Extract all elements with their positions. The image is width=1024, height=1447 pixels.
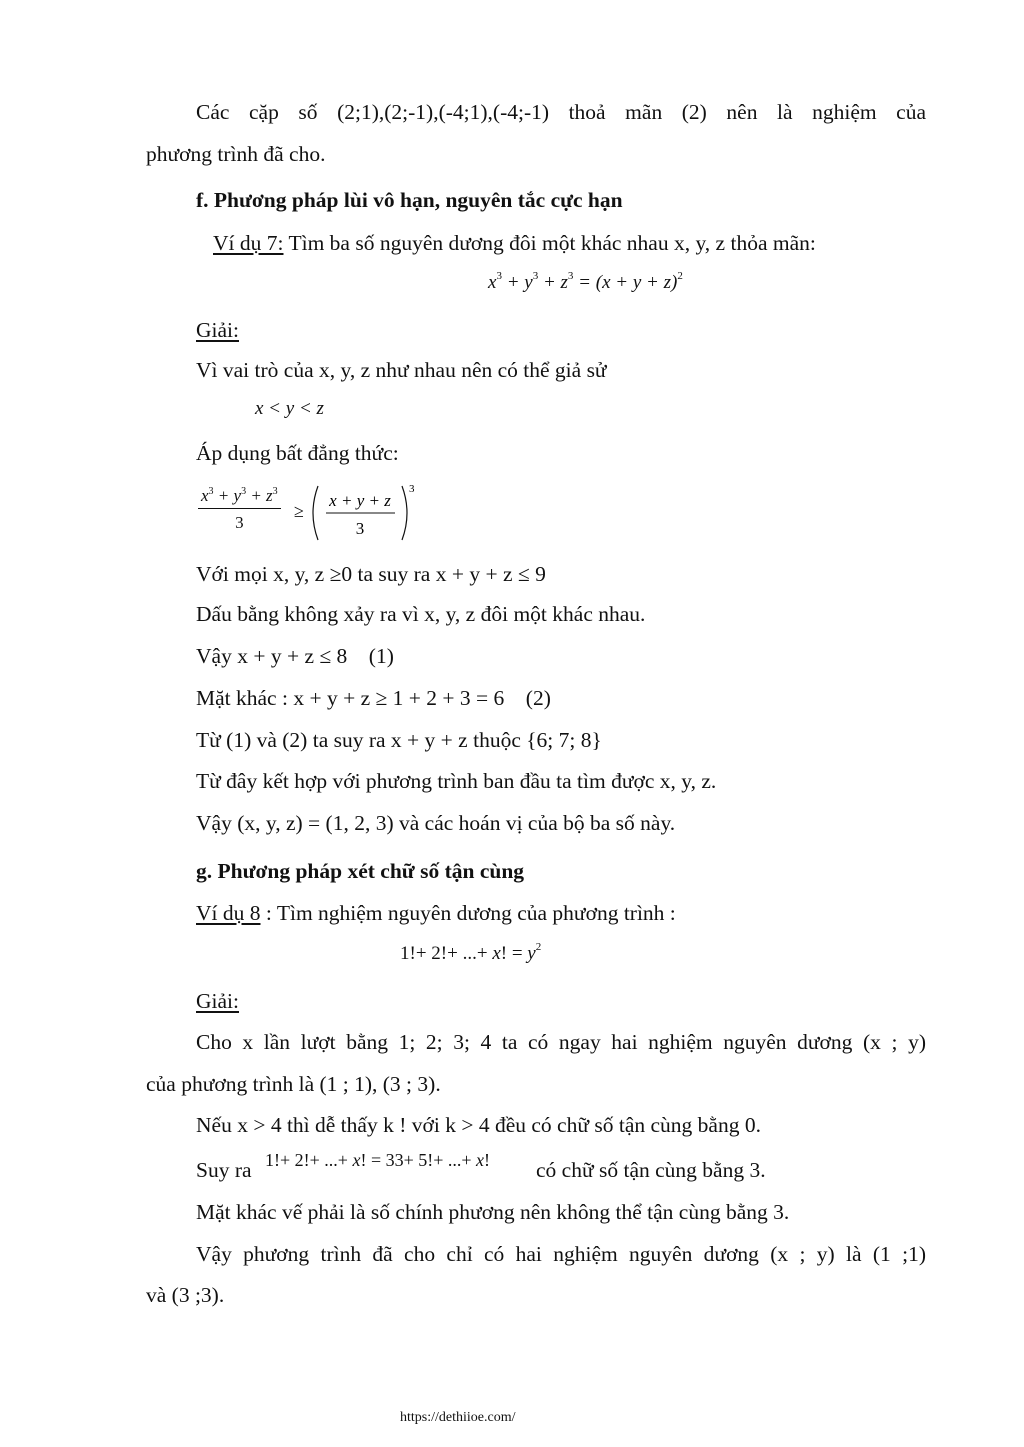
example-8-text: : Tìm nghiệm nguyên dương của phương trình : (260, 901, 676, 925)
svg-text:3: 3 (355, 519, 365, 538)
inequality-rhs-parenthesized-fraction (306, 482, 426, 544)
geq-symbol: ≥ (294, 501, 304, 521)
equation-8: 1!+ 2!+ ...+ x! = $y^2$ (400, 941, 542, 964)
paragraph-line (196, 1156, 252, 1184)
example-8-line (196, 899, 676, 927)
svg-text:x + y + z: x + y + z (329, 491, 391, 510)
paragraph-line: Từ (1) và (2) ta suy ra x + y + z thuộc {6; 7; 8} (196, 728, 602, 752)
inequality-lhs-fraction: $\frac{x^3 + y^3 + z^3}{3}$ (198, 486, 281, 533)
solution-7-label: Giải: (196, 318, 239, 342)
suy-ra-label: Suy ra (196, 1158, 252, 1182)
paragraph-line: Các cặp số (2;1),(2;-1),(-4;1),(-4;-1) thoả mãn (2) nên là nghiệm của (196, 100, 926, 124)
suy-ra-expression: 1!+ 2!+ ...+ x! = 33+ 5!+ ...+ x! (265, 1150, 491, 1170)
paragraph-line: Áp dụng bất đẳng thức: (196, 441, 399, 465)
paragraph-line: Cho x lần lượt bằng 1; 2; 3; 4 ta có ngay hai nghiệm nguyên dương (x ; y) (196, 1030, 926, 1054)
paragraph-line: Vậy phương trình đã cho chỉ có hai nghiệm nguyên dương (x ; y) là (1 ;1) (196, 1242, 926, 1266)
paragraph-line: Mặt khác vế phải là số chính phương nên không thể tận cùng bằng 3. (196, 1200, 790, 1224)
svg-text:3: 3 (409, 483, 415, 495)
solution-8-label: Giải: (196, 989, 239, 1013)
paragraph-line: Vậy (x, y, z) = (1, 2, 3) và các hoán vị của bộ ba số này. (196, 811, 676, 835)
paragraph-line: Dấu bằng không xảy ra vì x, y, z đôi một khác nhau. (196, 602, 646, 626)
example-7-label: Ví dụ 7: (213, 231, 284, 255)
equation-7: $x^3 + y^3 + z^3 = (x + y + z)^2$ (488, 270, 683, 293)
section-heading-g: g. Phương pháp xét chữ số tận cùng (196, 859, 525, 883)
footer-url[interactable]: https://dethiioe.com/ (400, 1410, 516, 1425)
example-7-text: Tìm ba số nguyên dương đôi một khác nhau x, y, z thỏa mãn: (283, 231, 816, 255)
paragraph-line: phương trình đã cho. (146, 142, 326, 166)
paragraph-line: Mặt khác : x + y + z ≥ 1 + 2 + 3 = 6 (2) (196, 686, 551, 710)
paragraph-line: Vì vai trò của x, y, z như nhau nên có thể giả sử (196, 358, 607, 382)
section-heading-f: f. Phương pháp lùi vô hạn, nguyên tắc cực hạn (196, 188, 623, 212)
order-relation: x < y < z (255, 398, 324, 419)
paragraph-line: Nếu x > 4 thì dễ thấy k ! với k > 4 đều có chữ số tận cùng bằng 0. (196, 1113, 761, 1137)
paragraph-line: của phương trình là (1 ; 1), (3 ; 3). (146, 1072, 441, 1096)
paragraph-line: và (3 ;3). (146, 1283, 225, 1307)
paragraph-line: Với mọi x, y, z ≥0 ta suy ra x + y + z ≤ 9 (196, 562, 546, 586)
paragraph-line: có chữ số tận cùng bằng 3. (536, 1158, 766, 1182)
example-8-label: Ví dụ 8 (196, 901, 261, 925)
example-7-line (213, 229, 816, 257)
paragraph-line: Từ đây kết hợp với phương trình ban đầu ta tìm được x, y, z. (196, 769, 717, 793)
paragraph-line: Vậy x + y + z ≤ 8 (1) (196, 644, 394, 668)
